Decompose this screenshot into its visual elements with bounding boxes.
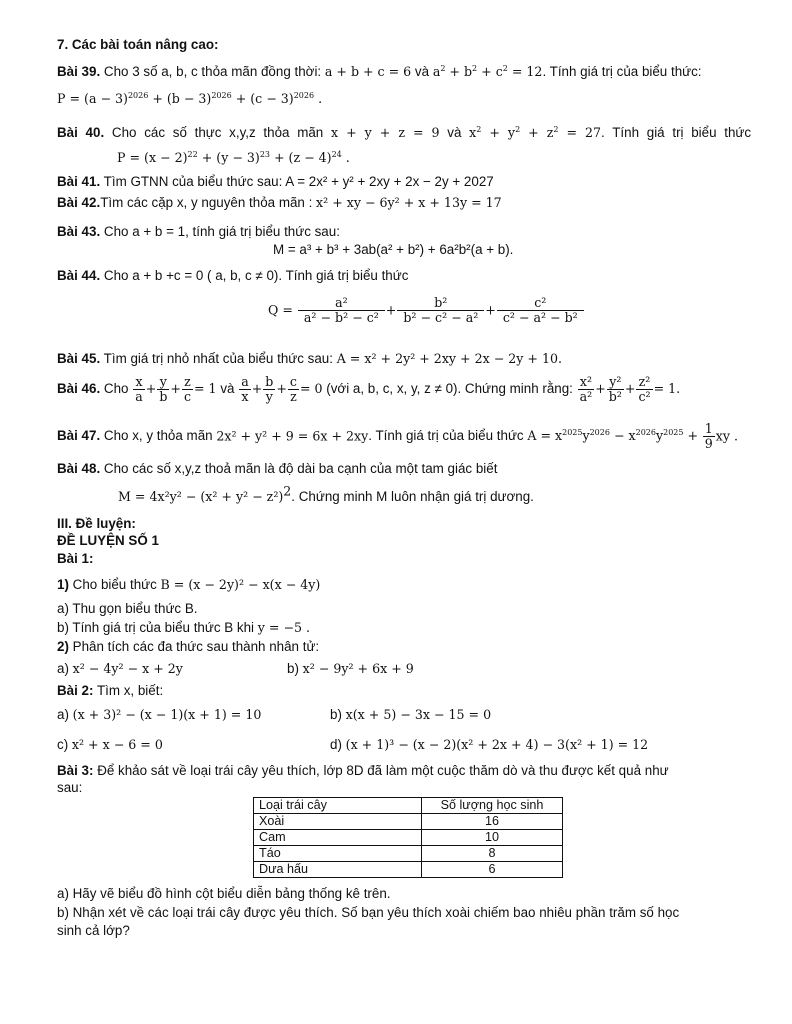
problem-46: Bài 46. Cho $\frac{x}{a}$ + $\frac{y}{b}$ + $\frac{z}{c}$ = 1 và $\frac{a}{x}$ + $\frac{b}{y}$ + $\frac{c}{z}$ = 0 (với a, b, c, x, y, z ≠ 0). Chứng minh rằng: $\frac{\text{x²}}{\text{a²}}$ + $\frac{\text{y²}}{\text{b²}}$ + $\frac{\text{z²}}{\text{c²}}$ = 1. [57,374,681,404]
problem-44: Bài 44. Cho a + b +c = 0 ( a, b, c ≠ 0). Tính giá trị biểu thức [57,268,409,283]
exercise-3a: a) Hãy vẽ biểu đồ hình cột biểu diễn bảng thống kê trên. [57,886,391,901]
table-row [254,846,563,862]
exam-title: ĐỀ LUYỆN SỐ 1 [57,533,159,548]
exercise-1-q2a: a) x² − 4y² − x + 2y [57,661,183,676]
table-cell: 10 [422,830,563,846]
problem-41: Bài 41. Tìm GTNN của biểu thức sau: A = 2x² + y² + 2xy + 2x − 2y + 2027 [57,174,494,189]
exercise-3b-cont: sinh cả lớp? [57,923,130,938]
problem-label: Bài 46. [57,380,101,396]
problem-43-expression: M = a³ + b³ + 3ab(a² + b²) + 6a²b²(a + b). [273,242,514,257]
table-cell: Cam [254,830,422,846]
problem-42: Bài 42.Tìm các cặp x, y nguyên thỏa mãn : x² + xy − 6y² + x + 13y = 17 [57,195,502,210]
problem-48: Bài 48. Cho các số x,y,z thoả mãn là độ dài ba cạnh của một tam giác biết [57,461,498,476]
problem-39-expression: $P = (a - 3)^{2026} + (b - 3)^{2026} + (c - 3)^{2026}$ . [57,90,323,106]
problem-label: Bài 42. [57,195,101,210]
problem-47: Bài 47. Cho x, y thỏa mãn 2x² + y² + 9 = 6x + 2xy. Tính giá trị của biểu thức $A = x^{2025}y^{2026} - x^{2026}y^{2025}$ + $\frac{1}{9}$ xy . [57,421,739,451]
exercise-1-q2b: b) x² − 9y² + 6x + 9 [287,661,414,676]
table-cell: Táo [254,846,422,862]
section-title: 7. Các bài toán nâng cao: [57,37,219,52]
exercise-1-q2: 2) Phân tích các đa thức sau thành nhân tử: [57,639,320,654]
problem-label: Bài 45. [57,351,101,366]
problem-label: Bài 43. [57,224,101,239]
problem-40: Bài 40. Cho các số thực x,y,z thỏa mãn x + y + z = 9 và $x^2 + y^2 + z^2 = 27$. Tính giá trị biểu thức [57,124,752,140]
table-header-cell: Số lượng học sinh [422,798,563,814]
table-header-row [254,798,563,814]
table-cell: Dưa hấu [254,862,422,878]
table-cell: 8 [422,846,563,862]
problem-44-expression: Q = $\frac{\text{a²}}{\text{a² − b² − c²}}$ + $\frac{\text{b²}}{\text{b² − c² − a²}}$ + $\frac{\text{c²}}{\text{c² − a² − b²}}$ [268,296,742,325]
problem-45: Bài 45. Tìm giá trị nhỏ nhất của biểu thức sau: A = x² + 2y² + 2xy + 2x − 2y + 10. [57,351,562,366]
problem-label: Bài 44. [57,268,101,283]
exercise-2d: d) (x + 1)³ − (x − 2)(x² + 2x + 4) − 3(x² + 1) = 12 [330,737,649,752]
table-cell: 6 [422,862,563,878]
problem-label: Bài 41. [57,174,101,189]
table-cell: Xoài [254,814,422,830]
problem-40-expression: $P = (x - 2)^{22} + (y - 3)^{23} + (z - 4)^{24}$ . [117,149,350,165]
exercise-2c: c) x² + x − 6 = 0 [57,737,163,752]
fruit-table [253,797,563,878]
exercise-1-label: Bài 1: [57,551,94,566]
problem-label: Bài 48. [57,461,101,476]
exercise-1-q1: 1) Cho biểu thức B = (x − 2y)² − x(x − 4y) [57,577,321,592]
problem-label: Bài 47. [57,427,101,443]
exercise-1-qa: a) Thu gọn biểu thức B. [57,601,198,616]
table-row [254,862,563,878]
table-row [254,814,563,830]
exercise-3b: b) Nhận xét về các loại trái cây được yêu thích. Số bạn yêu thích xoài chiếm bao nhiêu phần trăm số học [57,905,680,920]
exercise-3: Bài 3: Để khảo sát về loại trái cây yêu thích, lớp 8D đã làm một cuộc thăm dò và thu được kết quả như [57,763,669,778]
table-header-cell: Loại trái cây [254,798,422,814]
problem-label: Bài 39. [57,64,101,79]
problem-39: Bài 39. Cho 3 số a, b, c thỏa mãn đồng thời: a + b + c = 6 và $a^2 + b^2 + c^2 = 12$. Tính giá trị của biểu thức: [57,63,702,79]
exercise-2: Bài 2: Tìm x, biết: [57,683,164,698]
exercise-2b: b) x(x + 5) − 3x − 15 = 0 [330,707,492,722]
exercise-2a: a) (x + 3)² − (x − 1)(x + 1) = 10 [57,707,262,722]
part-title: III. Đề luyện: [57,516,136,531]
table-cell: 16 [422,814,563,830]
problem-48-expression: $M = 4x^2y^2 - (x^2 + y^2 - z^2)^2$. Chứng minh M luôn nhận giá trị dương. [118,483,534,504]
exercise-1-qb: b) Tính giá trị của biểu thức B khi y = −5 . [57,620,311,635]
problem-43: Bài 43. Cho a + b = 1, tính giá trị biểu thức sau: [57,224,340,239]
exercise-3-text-cont: sau: [57,780,83,795]
table-row [254,830,563,846]
problem-label: Bài 40. [57,125,105,140]
